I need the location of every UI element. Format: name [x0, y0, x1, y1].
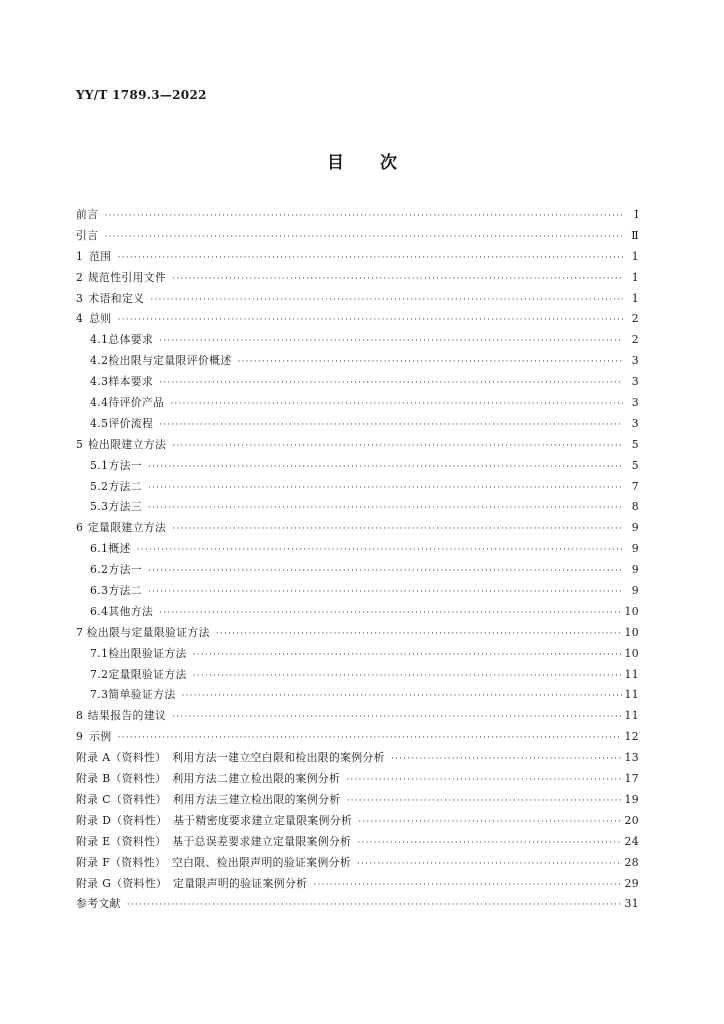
toc-entry-number: 8	[76, 709, 84, 723]
toc-entry-page-number: 20	[624, 813, 639, 827]
toc-dot-leader	[104, 227, 623, 248]
toc-dot-leader	[148, 561, 623, 582]
toc-dot-leader	[159, 373, 623, 394]
toc-entry-label: 规范性引用文件	[87, 270, 167, 284]
toc-entry-label: 总体要求	[108, 333, 154, 347]
toc-entry-page-number: 5	[631, 458, 639, 472]
toc-dot-leader	[148, 498, 623, 519]
toc-dot-leader	[357, 833, 622, 854]
toc-entry-page-number: 5	[631, 437, 639, 451]
toc-entry-number: 7.2	[90, 667, 109, 681]
toc-entry-page-number: 9	[631, 542, 639, 556]
toc-entry[interactable]	[76, 330, 639, 351]
toc-entry-number: 5.3	[90, 500, 109, 514]
toc-entry-label: 术语和定义	[88, 291, 145, 305]
toc-entry-number: 4	[76, 312, 84, 326]
toc-entry-label: 评价流程	[108, 416, 154, 430]
toc-entry-page-number: 10	[624, 604, 639, 618]
toc-entry-number: 6.3	[90, 584, 109, 598]
toc-entry[interactable]	[76, 811, 639, 832]
toc-entry[interactable]	[76, 372, 639, 393]
toc-entry[interactable]	[76, 414, 639, 435]
toc-entry-number: 4.1	[90, 333, 109, 347]
toc-entry[interactable]	[76, 748, 639, 769]
toc-entry-page-number: 31	[624, 897, 639, 911]
toc-entry-label: 简单验证方法	[108, 688, 176, 702]
toc-entry[interactable]	[76, 268, 639, 289]
toc-entry-label: 附录 C（资料性） 利用方法三建立检出限的案例分析	[76, 792, 341, 806]
toc-entry-label: 概述	[108, 542, 131, 556]
toc-entry-label: 样本要求	[108, 375, 154, 389]
toc-entry[interactable]	[76, 602, 639, 623]
toc-entry[interactable]	[76, 435, 639, 456]
toc-entry[interactable]	[76, 832, 639, 853]
toc-entry-label: 附录 F（资料性） 空白限、检出限声明的验证案例分析	[76, 855, 352, 869]
toc-dot-leader	[137, 540, 623, 561]
toc-entry[interactable]	[76, 560, 639, 581]
toc-entry-label: 定量限验证方法	[108, 667, 187, 681]
toc-dot-leader	[238, 352, 623, 373]
toc-entry-label: 附录 E（资料性） 基于总误差要求建立定量限案例分析	[76, 834, 352, 848]
toc-entry-label: 方法一	[108, 458, 142, 472]
toc-dot-leader	[159, 603, 622, 624]
toc-entry-label: 定量限建立方法	[87, 521, 167, 535]
toc-dot-leader	[391, 749, 623, 770]
toc-entry[interactable]	[76, 393, 639, 414]
toc-entry-page-number: 3	[631, 375, 639, 389]
toc-entry[interactable]	[76, 309, 639, 330]
toc-entry-page-number: 3	[631, 354, 639, 368]
toc-entry-page-number: 9	[631, 563, 639, 577]
toc-entry-label: 范围	[89, 249, 112, 263]
toc-entry-label: 检出限验证方法	[108, 646, 187, 660]
toc-entry-page-number: Ⅱ	[631, 228, 639, 242]
toc-entry[interactable]	[76, 790, 639, 811]
toc-dot-leader	[104, 206, 623, 227]
toc-entry-label: 前言	[76, 208, 99, 221]
toc-entry-label: 方法一	[108, 563, 142, 577]
toc-entry-label: 附录 D（资料性） 基于精密度要求建立定量限案例分析	[76, 813, 353, 827]
toc-entry-label: 其他方法	[108, 604, 154, 618]
toc-entry-page-number: 28	[624, 855, 639, 869]
toc-entry-label: 附录 G（资料性） 定量限声明的验证案例分析	[76, 876, 308, 890]
toc-entry-label: 检出限与定量限验证方法	[86, 625, 210, 639]
toc-entry-page-number: 3	[631, 396, 639, 410]
toc-entry[interactable]	[76, 685, 639, 706]
toc-entry-page-number: 1	[631, 270, 639, 284]
toc-dot-leader	[118, 728, 623, 749]
toc-entry-number: 5.2	[90, 479, 109, 493]
toc-entry[interactable]	[76, 477, 639, 498]
toc-entry-label: 参考文献	[76, 897, 121, 911]
toc-entry[interactable]	[76, 581, 639, 602]
toc-dot-leader	[150, 290, 623, 311]
toc-dot-leader	[148, 582, 623, 603]
toc-entry-number: 1	[76, 249, 84, 263]
toc-entry-number: 4.5	[90, 416, 109, 430]
toc-entry-page-number: 10	[624, 646, 639, 660]
toc-entry-number: 2	[76, 270, 84, 284]
toc-entry-number: 9	[76, 730, 84, 744]
toc-dot-leader	[170, 394, 623, 415]
toc-dot-leader	[172, 436, 623, 457]
toc-entry[interactable]	[76, 706, 639, 727]
toc-entry-page-number: 2	[631, 312, 639, 326]
toc-dot-leader	[159, 415, 623, 436]
toc-entry-page-number: 7	[631, 479, 639, 493]
toc-dot-leader	[358, 812, 622, 833]
toc-entry[interactable]	[76, 518, 639, 539]
toc-entry-label: 附录 B（资料性） 利用方法二建立检出限的案例分析	[76, 772, 341, 786]
toc-entry-number: 7	[76, 625, 84, 639]
toc-title-char-1: 目	[327, 153, 344, 173]
toc-title-char-2: 次	[380, 153, 397, 173]
toc-entry-page-number: 24	[624, 834, 639, 848]
toc-entry-label: 附录 A（资料性） 利用方法一建立空白限和检出限的案例分析	[76, 751, 385, 765]
document-code: YY/T 1789.3—2022	[76, 88, 207, 102]
toc-entry-number: 6.4	[90, 604, 109, 618]
toc-entry[interactable]	[76, 769, 639, 790]
toc-entry-number: 6	[76, 521, 84, 535]
toc-entry-label: 示例	[89, 730, 112, 744]
toc-entry[interactable]	[76, 247, 639, 268]
toc-entry-number: 4.3	[90, 375, 109, 389]
toc-dot-leader	[193, 645, 623, 666]
toc-entry-label: 方法二	[108, 479, 142, 493]
toc-entry-number: 5	[76, 437, 84, 451]
toc-entry-label: 待评价产品	[108, 396, 165, 410]
toc-entry-page-number: 8	[631, 500, 639, 514]
toc-entry-page-number: 2	[631, 333, 639, 347]
toc-entry-page-number: 17	[624, 772, 639, 786]
toc-dot-leader	[172, 519, 623, 540]
toc-dot-leader	[127, 895, 623, 916]
toc-entry-number: 4.2	[90, 354, 109, 368]
toc-entry[interactable]	[76, 853, 639, 874]
toc-entry-page-number: 13	[624, 751, 639, 765]
table-of-contents	[76, 205, 639, 915]
toc-dot-leader	[148, 457, 623, 478]
toc-entry-page-number: 1	[631, 291, 639, 305]
toc-entry-label: 检出限与定量限评价概述	[108, 354, 232, 368]
toc-entry-label: 总则	[89, 312, 112, 326]
toc-entry-number: 3	[76, 291, 84, 305]
toc-entry[interactable]	[76, 289, 639, 310]
toc-entry[interactable]	[76, 727, 639, 748]
toc-entry-label: 方法三	[108, 500, 142, 514]
toc-entry-number: 4.4	[90, 396, 109, 410]
toc-title	[0, 148, 724, 173]
toc-entry[interactable]	[76, 539, 639, 560]
toc-entry-page-number: 11	[624, 688, 639, 702]
toc-entry-page-number: 1	[631, 249, 639, 263]
toc-entry[interactable]	[76, 623, 639, 644]
toc-entry[interactable]	[76, 351, 639, 372]
toc-entry[interactable]	[76, 874, 639, 895]
toc-entry-number: 7.1	[90, 646, 109, 660]
toc-entry-page-number: 3	[631, 416, 639, 430]
toc-entry-page-number: 9	[631, 584, 639, 598]
toc-entry[interactable]	[76, 894, 639, 915]
toc-entry-page-number: 9	[631, 521, 639, 535]
toc-entry[interactable]	[76, 456, 639, 477]
toc-entry-page-number: 19	[624, 792, 639, 806]
toc-entry-label: 引言	[76, 228, 99, 242]
toc-dot-leader	[118, 310, 623, 331]
toc-entry-number: 6.2	[90, 563, 109, 577]
toc-entry-page-number: Ⅰ	[634, 208, 639, 221]
toc-entry[interactable]	[76, 665, 639, 686]
toc-entry-page-number: 10	[624, 625, 639, 639]
toc-entry-label: 检出限建立方法	[87, 437, 167, 451]
toc-dot-leader	[357, 854, 622, 875]
toc-entry[interactable]	[76, 497, 639, 518]
toc-dot-leader	[313, 875, 622, 896]
toc-dot-leader	[118, 248, 623, 269]
toc-entry-page-number: 11	[624, 709, 639, 723]
toc-dot-leader	[193, 666, 623, 687]
toc-dot-leader	[216, 624, 623, 645]
toc-entry-label: 结果报告的建议	[87, 709, 167, 723]
toc-entry-page-number: 12	[624, 730, 639, 744]
toc-dot-leader	[159, 331, 623, 352]
toc-entry[interactable]	[76, 226, 639, 247]
toc-dot-leader	[346, 770, 622, 791]
toc-entry-number: 7.3	[90, 688, 109, 702]
toc-entry-label: 方法二	[108, 584, 142, 598]
toc-entry[interactable]	[76, 644, 639, 665]
toc-dot-leader	[148, 478, 623, 499]
toc-entry-number: 6.1	[90, 542, 109, 556]
toc-dot-leader	[347, 791, 623, 812]
toc-dot-leader	[182, 686, 623, 707]
toc-dot-leader	[172, 269, 623, 290]
toc-dot-leader	[172, 707, 622, 728]
toc-entry-number: 5.1	[90, 458, 109, 472]
toc-entry[interactable]	[76, 205, 639, 226]
toc-entry-page-number: 11	[624, 667, 639, 681]
toc-entry-page-number: 29	[624, 876, 639, 890]
